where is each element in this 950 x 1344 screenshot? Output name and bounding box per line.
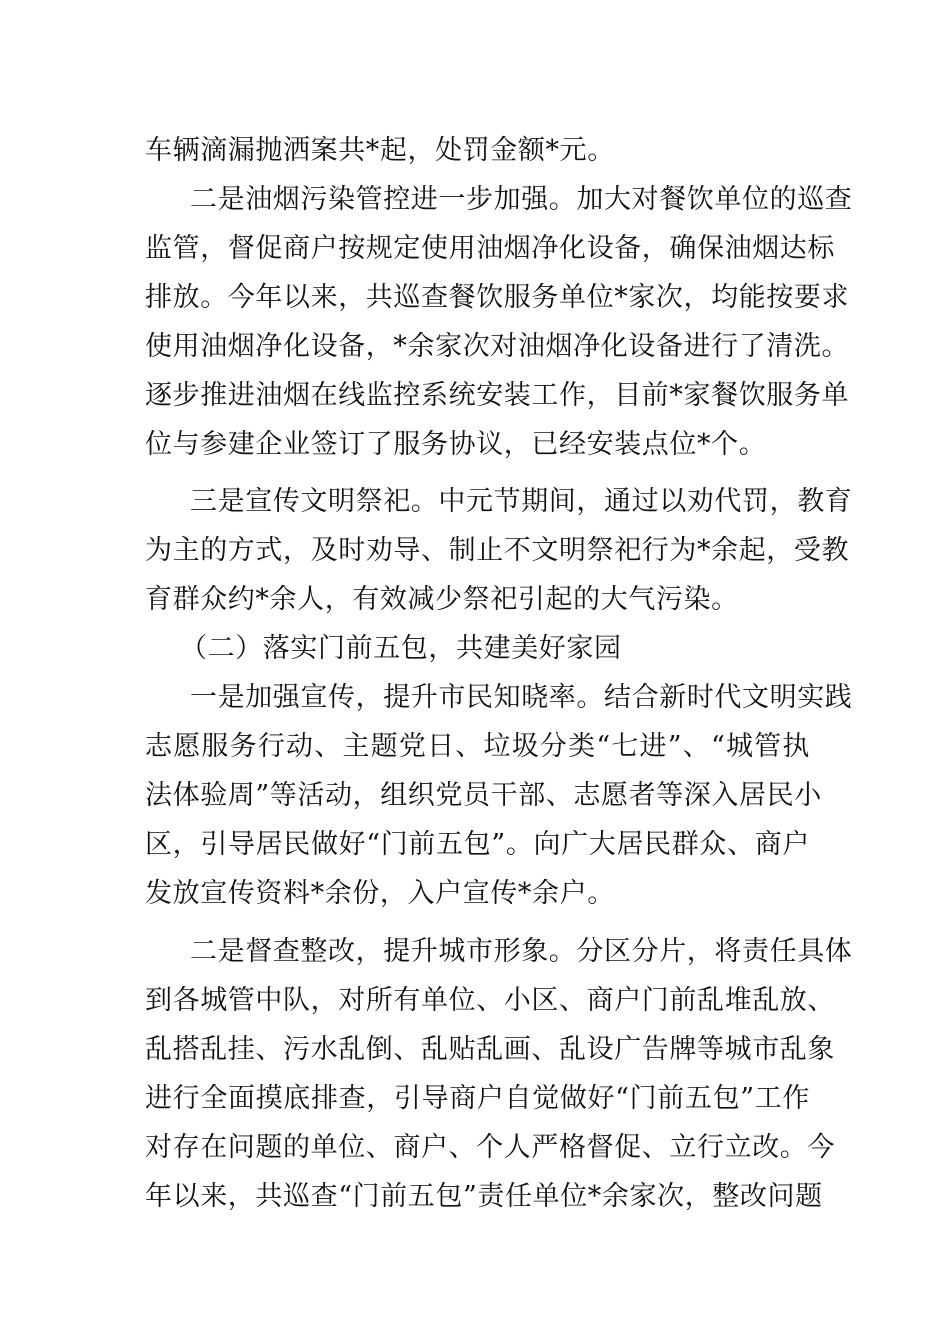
text-line: 法体验周”等活动，组织党员干部、志愿者等深入居民小 xyxy=(145,780,822,811)
text-line: 监管，督促商户按规定使用油烟净化设备，确保油烟达标 xyxy=(145,233,835,264)
text-line: 志愿服务行动、主题党日、垃圾分类“七进”、“城管执 xyxy=(145,731,810,762)
text-line: 进行全面摸底排查，引导商户自觉做好“门前五包”工作 xyxy=(145,1083,810,1114)
text-line: 对存在问题的单位、商户、个人严格督促、立行立改。今 xyxy=(145,1132,835,1163)
text-line: 车辆滴漏抛洒案共*起，处罚金额*元。 xyxy=(145,135,615,166)
paragraph-first-line: 一是加强宣传，提升市民知晓率。结合新时代文明实践 xyxy=(190,682,853,713)
section-heading: （二）落实门前五包，共建美好家园 xyxy=(180,633,622,664)
paragraph-first-line: 二是督查整改，提升城市形象。分区分片，将责任具体 xyxy=(190,936,853,967)
text-line: 使用油烟净化设备，*余家次对油烟净化设备进行了清洗。 xyxy=(145,331,850,362)
text-line: 排放。今年以来，共巡查餐饮服务单位*家次，均能按要求 xyxy=(145,282,850,313)
text-line: 区，引导居民做好“门前五包”。向广大居民群众、商户 xyxy=(145,829,810,860)
text-line: 乱搭乱挂、污水乱倒、乱贴乱画、乱设广告牌等城市乱象 xyxy=(145,1034,835,1065)
text-line: 为主的方式，及时劝导、制止不文明祭祀行为*余起，受教 xyxy=(145,535,850,566)
text-line: 发放宣传资料*余份，入户宣传*余户。 xyxy=(145,878,615,909)
text-line: 年以来，共巡查“门前五包”责任单位*余家次，整改问题 xyxy=(145,1181,823,1212)
text-line: 位与参建企业签订了服务协议，已经安装点位*个。 xyxy=(145,429,767,460)
text-line: 育群众约*余人，有效减少祭祀引起的大气污染。 xyxy=(145,584,739,615)
text-line: 逐步推进油烟在线监控系统安装工作，目前*家餐饮服务单 xyxy=(145,380,850,411)
paragraph-first-line: 二是油烟污染管控进一步加强。加大对餐饮单位的巡查 xyxy=(190,184,853,215)
paragraph-first-line: 三是宣传文明祭祀。中元节期间，通过以劝代罚，教育 xyxy=(190,486,853,517)
text-line: 到各城管中队，对所有单位、小区、商户门前乱堆乱放、 xyxy=(145,985,835,1016)
